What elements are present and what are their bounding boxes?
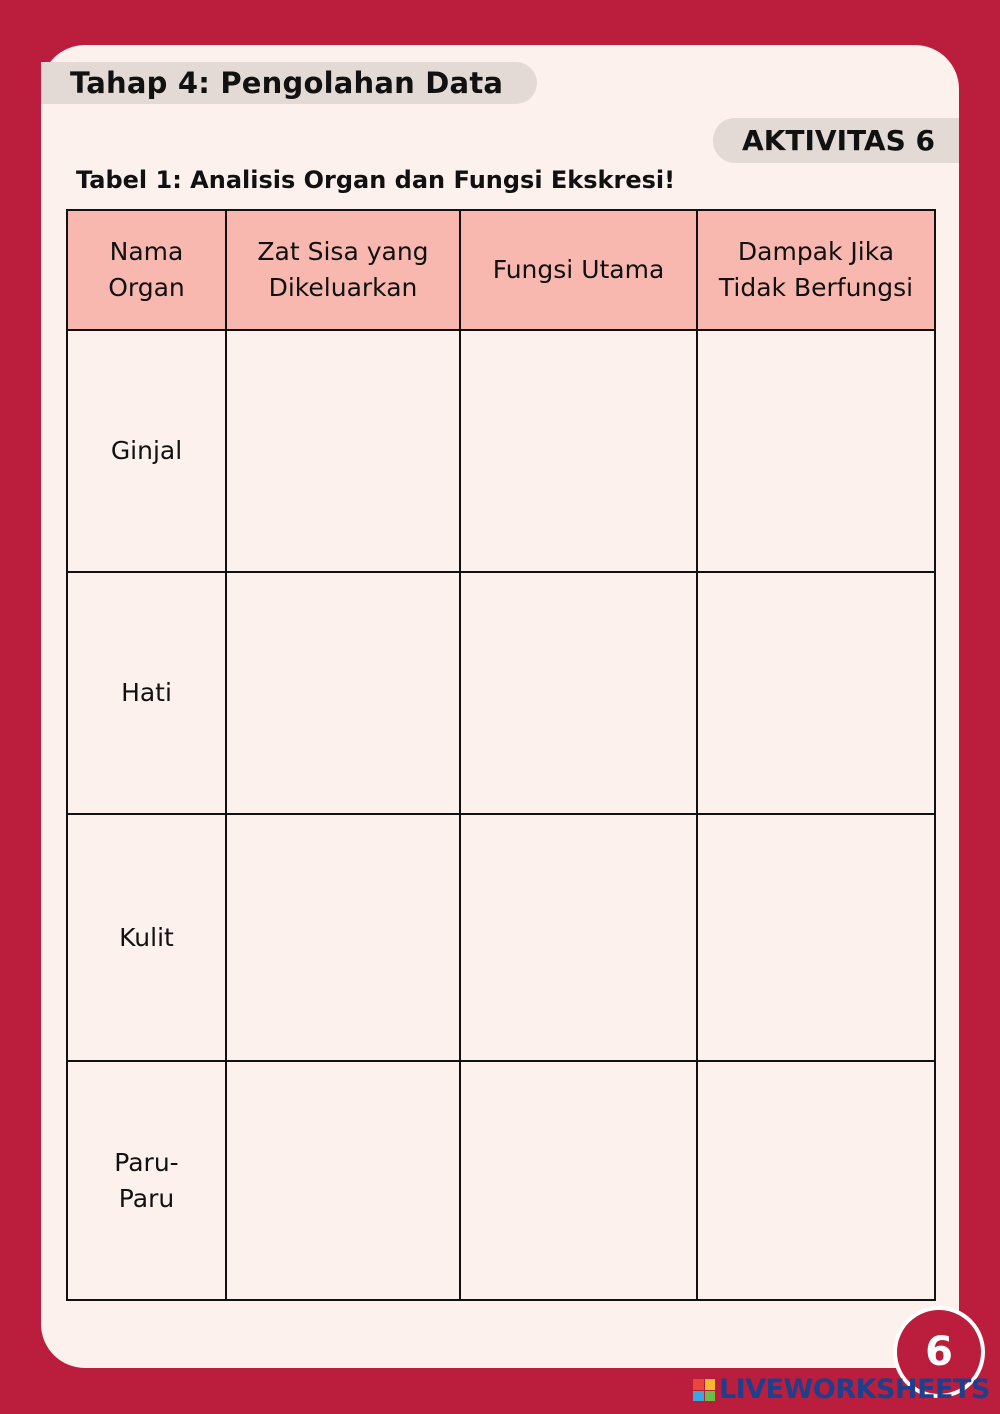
organ-name-cell: Hati: [67, 572, 226, 814]
table-row: [67, 814, 935, 1061]
table-row: [67, 572, 935, 814]
zat-sisa-answer-cell[interactable]: [226, 1061, 460, 1300]
zat-sisa-answer-cell[interactable]: [226, 572, 460, 814]
header-nama-organ: Nama Organ: [67, 210, 226, 330]
zat-sisa-answer-cell[interactable]: [226, 330, 460, 572]
activity-label: AKTIVITAS 6: [742, 124, 935, 157]
table-header-row: [67, 210, 935, 330]
liveworksheets-logo[interactable]: [693, 1376, 990, 1404]
header-dampak: Dampak Jika Tidak Berfungsi: [697, 210, 935, 330]
organ-name-cell: Kulit: [67, 814, 226, 1061]
dampak-answer-cell[interactable]: [697, 1061, 935, 1300]
organ-name-cell: Ginjal: [67, 330, 226, 572]
fungsi-utama-answer-cell[interactable]: [460, 572, 697, 814]
dampak-answer-cell[interactable]: [697, 330, 935, 572]
fungsi-utama-answer-cell[interactable]: [460, 1061, 697, 1300]
table-row: [67, 330, 935, 572]
table-row: [67, 1061, 935, 1300]
liveworksheets-logo-icon: [693, 1379, 715, 1401]
organ-name-cell: Paru-Paru: [67, 1061, 226, 1300]
stage-title: Tahap 4: Pengolahan Data: [70, 66, 504, 100]
dampak-answer-cell[interactable]: [697, 814, 935, 1061]
dampak-answer-cell[interactable]: [697, 572, 935, 814]
header-zat-sisa: Zat Sisa yang Dikeluarkan: [226, 210, 460, 330]
liveworksheets-brand: LIVEWORKSHEETS: [719, 1374, 990, 1405]
fungsi-utama-answer-cell[interactable]: [460, 814, 697, 1061]
page-number: 6: [925, 1329, 953, 1375]
fungsi-utama-answer-cell[interactable]: [460, 330, 697, 572]
table-caption: Tabel 1: Analisis Organ dan Fungsi Ekskresi!: [76, 166, 676, 194]
zat-sisa-answer-cell[interactable]: [226, 814, 460, 1061]
header-fungsi-utama: Fungsi Utama: [460, 210, 697, 330]
organ-analysis-table: [66, 209, 936, 1301]
